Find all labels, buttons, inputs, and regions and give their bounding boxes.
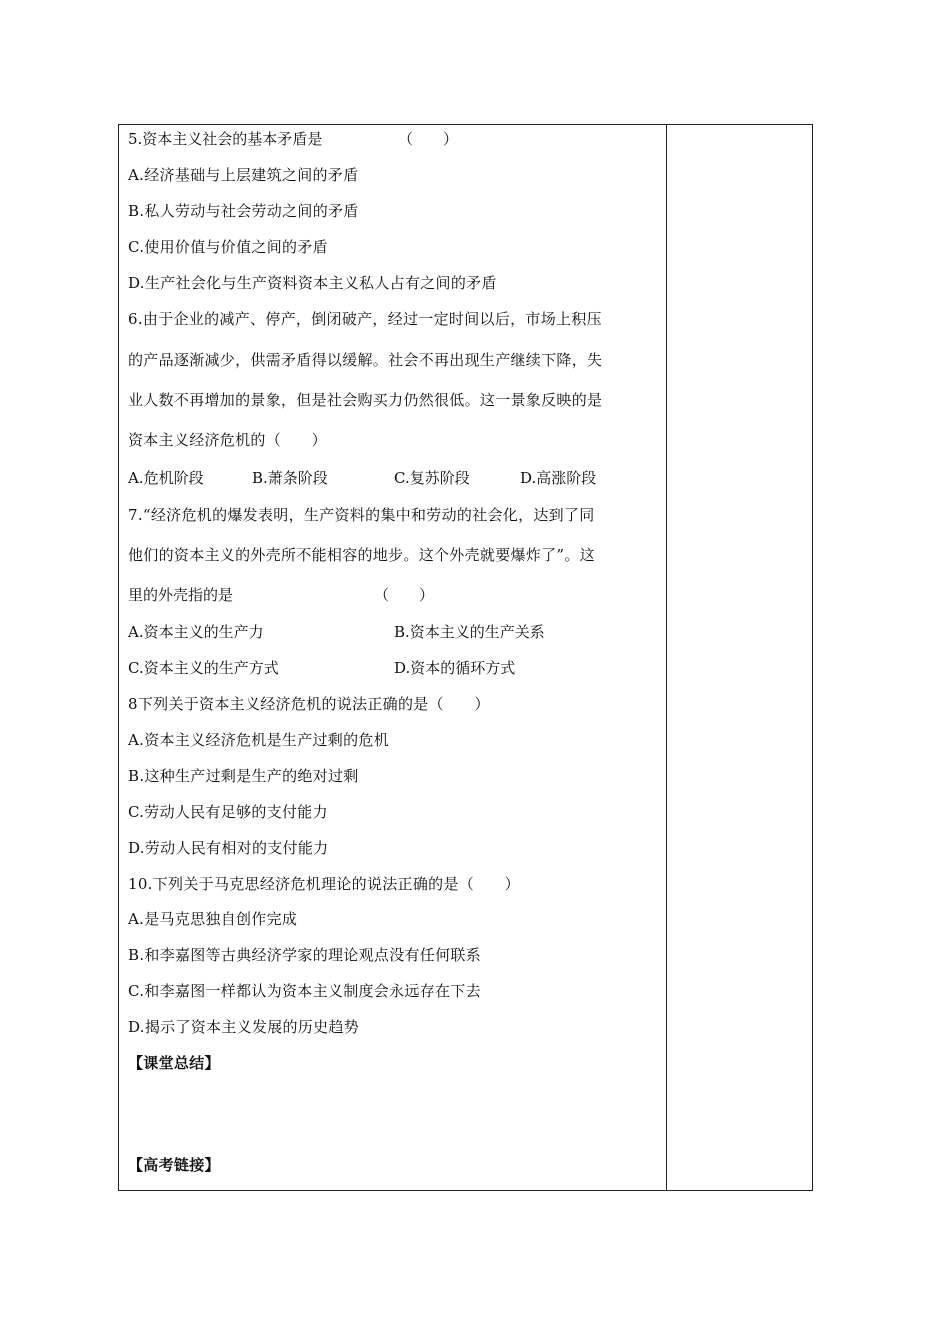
q5-option-a: A.经济基础与上层建筑之间的矛盾: [128, 166, 359, 184]
q10-option-a: A.是马克思独自创作完成: [128, 910, 298, 928]
q7-stem-line-1: 7.“经济危机的爆发表明，生产资料的集中和劳动的社会化，达到了同: [128, 506, 595, 524]
q8-stem: 8下列关于资本主义经济危机的说法正确的是（ ）: [128, 695, 490, 713]
q10-option-c: C.和李嘉图一样都认为资本主义制度会永远存在下去: [128, 982, 481, 1000]
q7-answer-paren: （ ）: [374, 586, 435, 604]
q6-option-c: C.复苏阶段: [394, 469, 470, 487]
q6-stem-line-4: 资本主义经济危机的（ ）: [128, 431, 327, 449]
q6-options-row: [128, 468, 658, 488]
q6-option-b: B.萧条阶段: [252, 469, 328, 487]
q5-option-b: B.私人劳动与社会劳动之间的矛盾: [128, 202, 359, 220]
q5-option-c: C.使用价值与价值之间的矛盾: [128, 238, 328, 256]
q5-stem-row: [128, 129, 658, 149]
q7-option-d: D.资本的循环方式: [394, 659, 516, 677]
q7-option-b: B.资本主义的生产关系: [394, 623, 545, 641]
q5-answer-paren: （ ）: [398, 130, 459, 148]
q7-option-c: C.资本主义的生产方式: [128, 659, 279, 677]
q7-options-row-1: [128, 622, 658, 642]
q7-option-a: A.资本主义的生产力: [128, 623, 264, 641]
q7-stem-row-3: [128, 585, 658, 605]
q8-option-b: B.这种生产过剩是生产的绝对过剩: [128, 767, 359, 785]
section-summary-heading: 【课堂总结】: [128, 1054, 220, 1072]
column-divider: [666, 125, 667, 1190]
q6-stem-line-2: 的产品逐渐减少，供需矛盾得以缓解。社会不再出现生产继续下降，失: [128, 351, 603, 369]
q10-stem: 10.下列关于马克思经济危机理论的说法正确的是（ ）: [128, 875, 520, 893]
q8-option-d: D.劳动人民有相对的支付能力: [128, 839, 329, 857]
q7-stem-line-2: 他们的资本主义的外壳所不能相容的地步。这个外壳就要爆炸了”。这: [128, 546, 595, 564]
q5-option-d: D.生产社会化与生产资料资本主义私人占有之间的矛盾: [128, 274, 497, 292]
q10-option-d: D.揭示了资本主义发展的历史趋势: [128, 1018, 360, 1036]
q6-stem-line-3: 业人数不再增加的景象，但是社会购买力仍然很低。这一景象反映的是: [128, 391, 603, 409]
section-gaokao-heading: 【高考链接】: [128, 1156, 220, 1174]
q7-stem-line-3: 里的外壳指的是: [128, 586, 234, 604]
q10-option-b: B.和李嘉图等古典经济学家的理论观点没有任何联系: [128, 946, 481, 964]
q6-stem-line-1: 6.由于企业的减产、停产，倒闭破产，经过一定时间以后，市场上积压: [128, 310, 602, 328]
worksheet-table: [118, 124, 813, 1191]
q6-option-a: A.危机阶段: [128, 469, 204, 487]
q5-stem: 5.资本主义社会的基本矛盾是: [128, 130, 323, 148]
q7-options-row-2: [128, 658, 658, 678]
q6-option-d: D.高涨阶段: [520, 469, 597, 487]
q8-option-c: C.劳动人民有足够的支付能力: [128, 803, 328, 821]
q8-option-a: A.资本主义经济危机是生产过剩的危机: [128, 731, 390, 749]
